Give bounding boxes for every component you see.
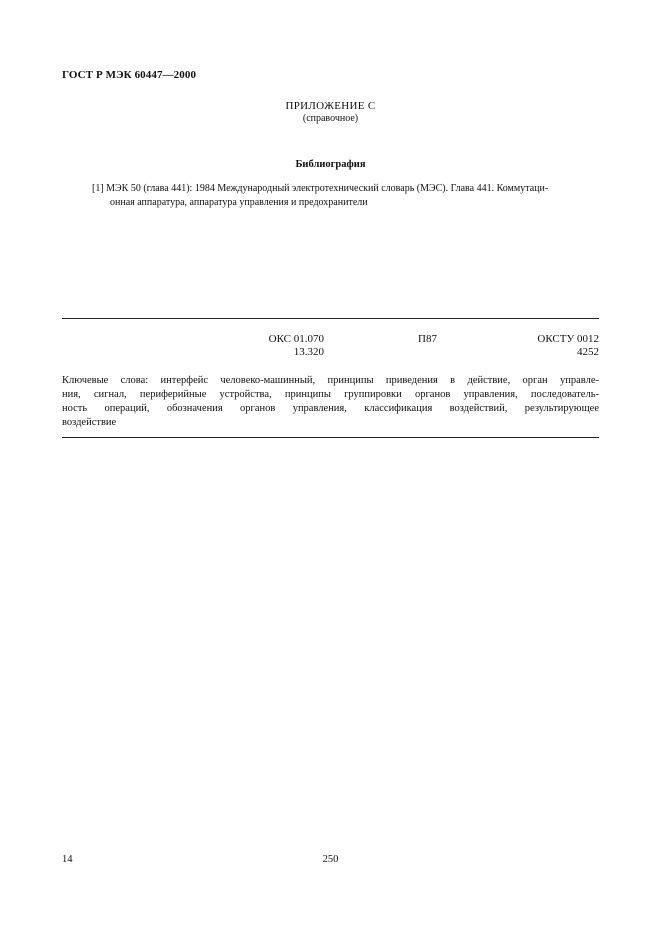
- bibliography-title: Библиография: [295, 159, 366, 170]
- okstu-code-primary: ОКСТУ 0012: [537, 333, 599, 345]
- appendix-title: ПРИЛОЖЕНИЕ С: [285, 100, 376, 112]
- oks-code: [248, 333, 324, 359]
- keywords-line: ния, сигнал, периферийные устройства, принципы группировки органов управления, последователь-: [62, 389, 599, 400]
- okstu-code: [500, 333, 599, 359]
- group-code: П87: [418, 333, 437, 345]
- divider-top: [62, 318, 599, 319]
- oks-code-secondary: 13.320: [293, 346, 324, 358]
- bibliography-entry: [92, 182, 599, 210]
- appendix-note: (справочное): [302, 113, 359, 124]
- oks-code-primary: ОКС 01.070: [268, 333, 324, 345]
- divider-bottom: [62, 437, 599, 438]
- keywords-line: Ключевые слова: интерфейс человеко-машинный, принципы приведения в действие, орган управле-: [62, 375, 599, 386]
- keywords-paragraph: [62, 374, 599, 430]
- keywords-line: воздействие: [62, 417, 117, 428]
- bibliography-entry-line: [1] МЭК 50 (глава 441): 1984 Международный электротехнический словарь (МЭС). Глава 441. Коммутаци-: [92, 183, 549, 194]
- sheet-number: 250: [322, 854, 339, 865]
- bibliography-entry-line: онная аппаратура, аппаратура управления и предохранители: [110, 197, 368, 208]
- document-header: ГОСТ Р МЭК 60447—2000: [62, 69, 197, 81]
- page-number: 14: [62, 854, 73, 865]
- okstu-code-secondary: 4252: [577, 346, 599, 358]
- keywords-line: ность операций, обозначения органов управления, классификация воздействий, результирующее: [62, 403, 599, 414]
